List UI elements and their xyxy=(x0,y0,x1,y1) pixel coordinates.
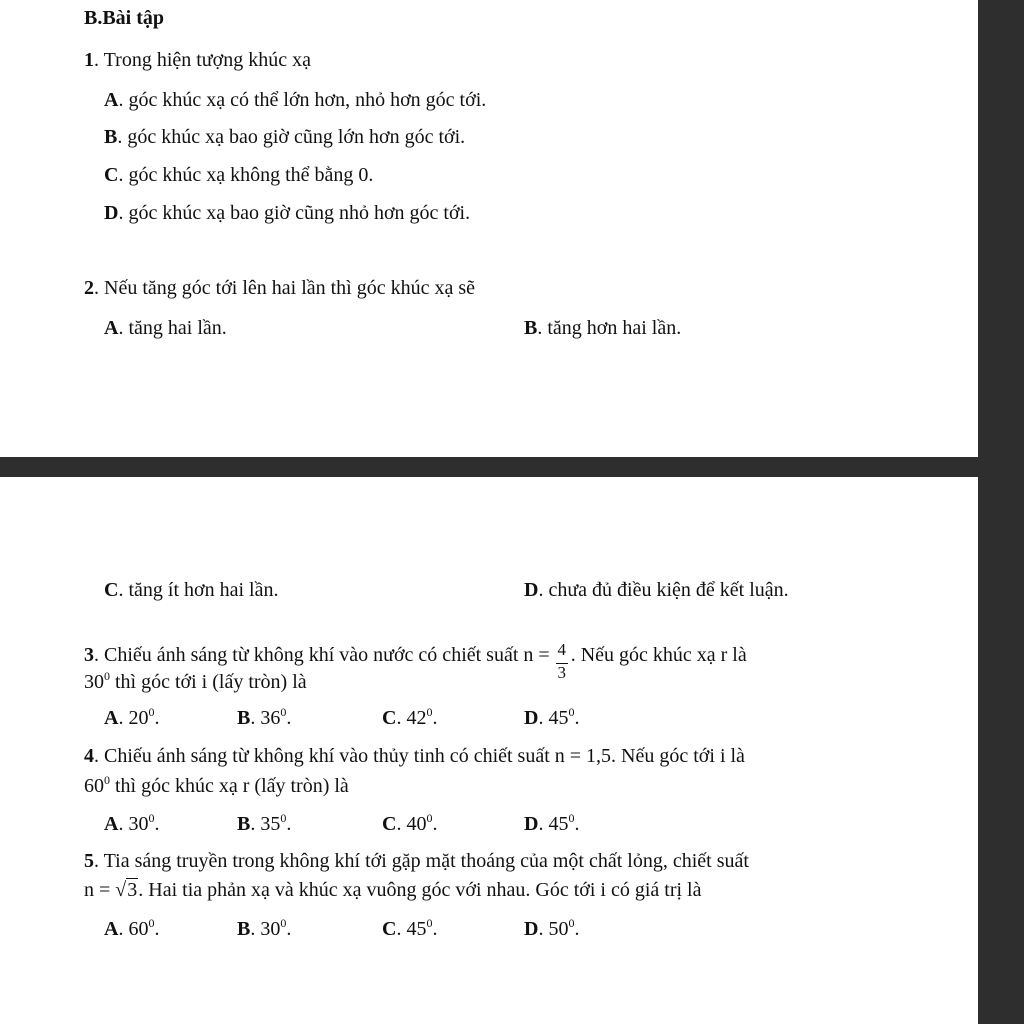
question-4-stem-line-2: $60^0$ thì góc khúc xạ r (lấy tròn) là xyxy=(84,773,349,797)
question-2-option-b: B. tăng hơn hai lần. xyxy=(524,317,682,339)
page-break-divider xyxy=(0,457,1024,477)
question-2-option-a: A. tăng hai lần. xyxy=(104,317,227,339)
question-3-stem: 3. Chiếu ánh sáng từ không khí vào nước có chiết suất n = 4 3 . Nếu góc khúc xạ r là xyxy=(84,640,747,682)
question-4-option-c: C. $40^0$. xyxy=(382,811,438,835)
page-top xyxy=(0,0,978,457)
question-4-option-b: B. $35^0$. xyxy=(237,811,292,835)
question-5-stem-line-2: n = √3. Hai tia phản xạ và khúc xạ vuông góc với nhau. Góc tới i có giá trị là xyxy=(84,879,702,901)
question-1-stem: 1. Trong hiện tượng khúc xạ xyxy=(84,49,311,71)
question-3-option-a: A. $20^0$. xyxy=(104,705,160,729)
question-5-option-b: B. $30^0$. xyxy=(237,916,292,940)
question-5-option-d: D. $50^0$. xyxy=(524,916,580,940)
question-3-option-c: C. $42^0$. xyxy=(382,705,438,729)
question-1-option-c: C. góc khúc xạ không thể bằng 0. xyxy=(104,164,374,186)
question-1-option-a: A. góc khúc xạ có thể lớn hơn, nhỏ hơn góc tới. xyxy=(104,89,487,111)
question-3-stem-line-2: $30^0$ thì góc tới i (lấy tròn) là xyxy=(84,669,307,693)
page-bottom xyxy=(0,477,978,1024)
question-3-option-b: B. $36^0$. xyxy=(237,705,292,729)
question-2-option-d: D. chưa đủ điều kiện để kết luận. xyxy=(524,579,789,601)
question-3-option-d: D. $45^0$. xyxy=(524,705,580,729)
question-4-stem: 4. Chiếu ánh sáng từ không khí vào thủy tinh có chiết suất n = 1,5. Nếu góc tới i là xyxy=(84,745,745,767)
dark-side-margin xyxy=(978,0,1024,1024)
square-root-three: √3 xyxy=(115,879,138,901)
question-5-stem: 5. Tia sáng truyền trong không khí tới gặp mặt thoáng của một chất lỏng, chiết suất xyxy=(84,850,749,872)
question-2-stem: 2. Nếu tăng góc tới lên hai lần thì góc khúc xạ sẽ xyxy=(84,277,476,299)
section-title: B.Bài tập xyxy=(84,7,165,29)
question-4-option-d: D. $45^0$. xyxy=(524,811,580,835)
question-4-option-a: A. $30^0$. xyxy=(104,811,160,835)
question-1-option-b: B. góc khúc xạ bao giờ cũng lớn hơn góc tới. xyxy=(104,126,466,148)
question-1-option-d: D. góc khúc xạ bao giờ cũng nhỏ hơn góc tới. xyxy=(104,202,471,224)
question-5-option-c: C. $45^0$. xyxy=(382,916,438,940)
question-2-option-c: C. tăng ít hơn hai lần. xyxy=(104,579,279,601)
question-5-option-a: A. $60^0$. xyxy=(104,916,160,940)
